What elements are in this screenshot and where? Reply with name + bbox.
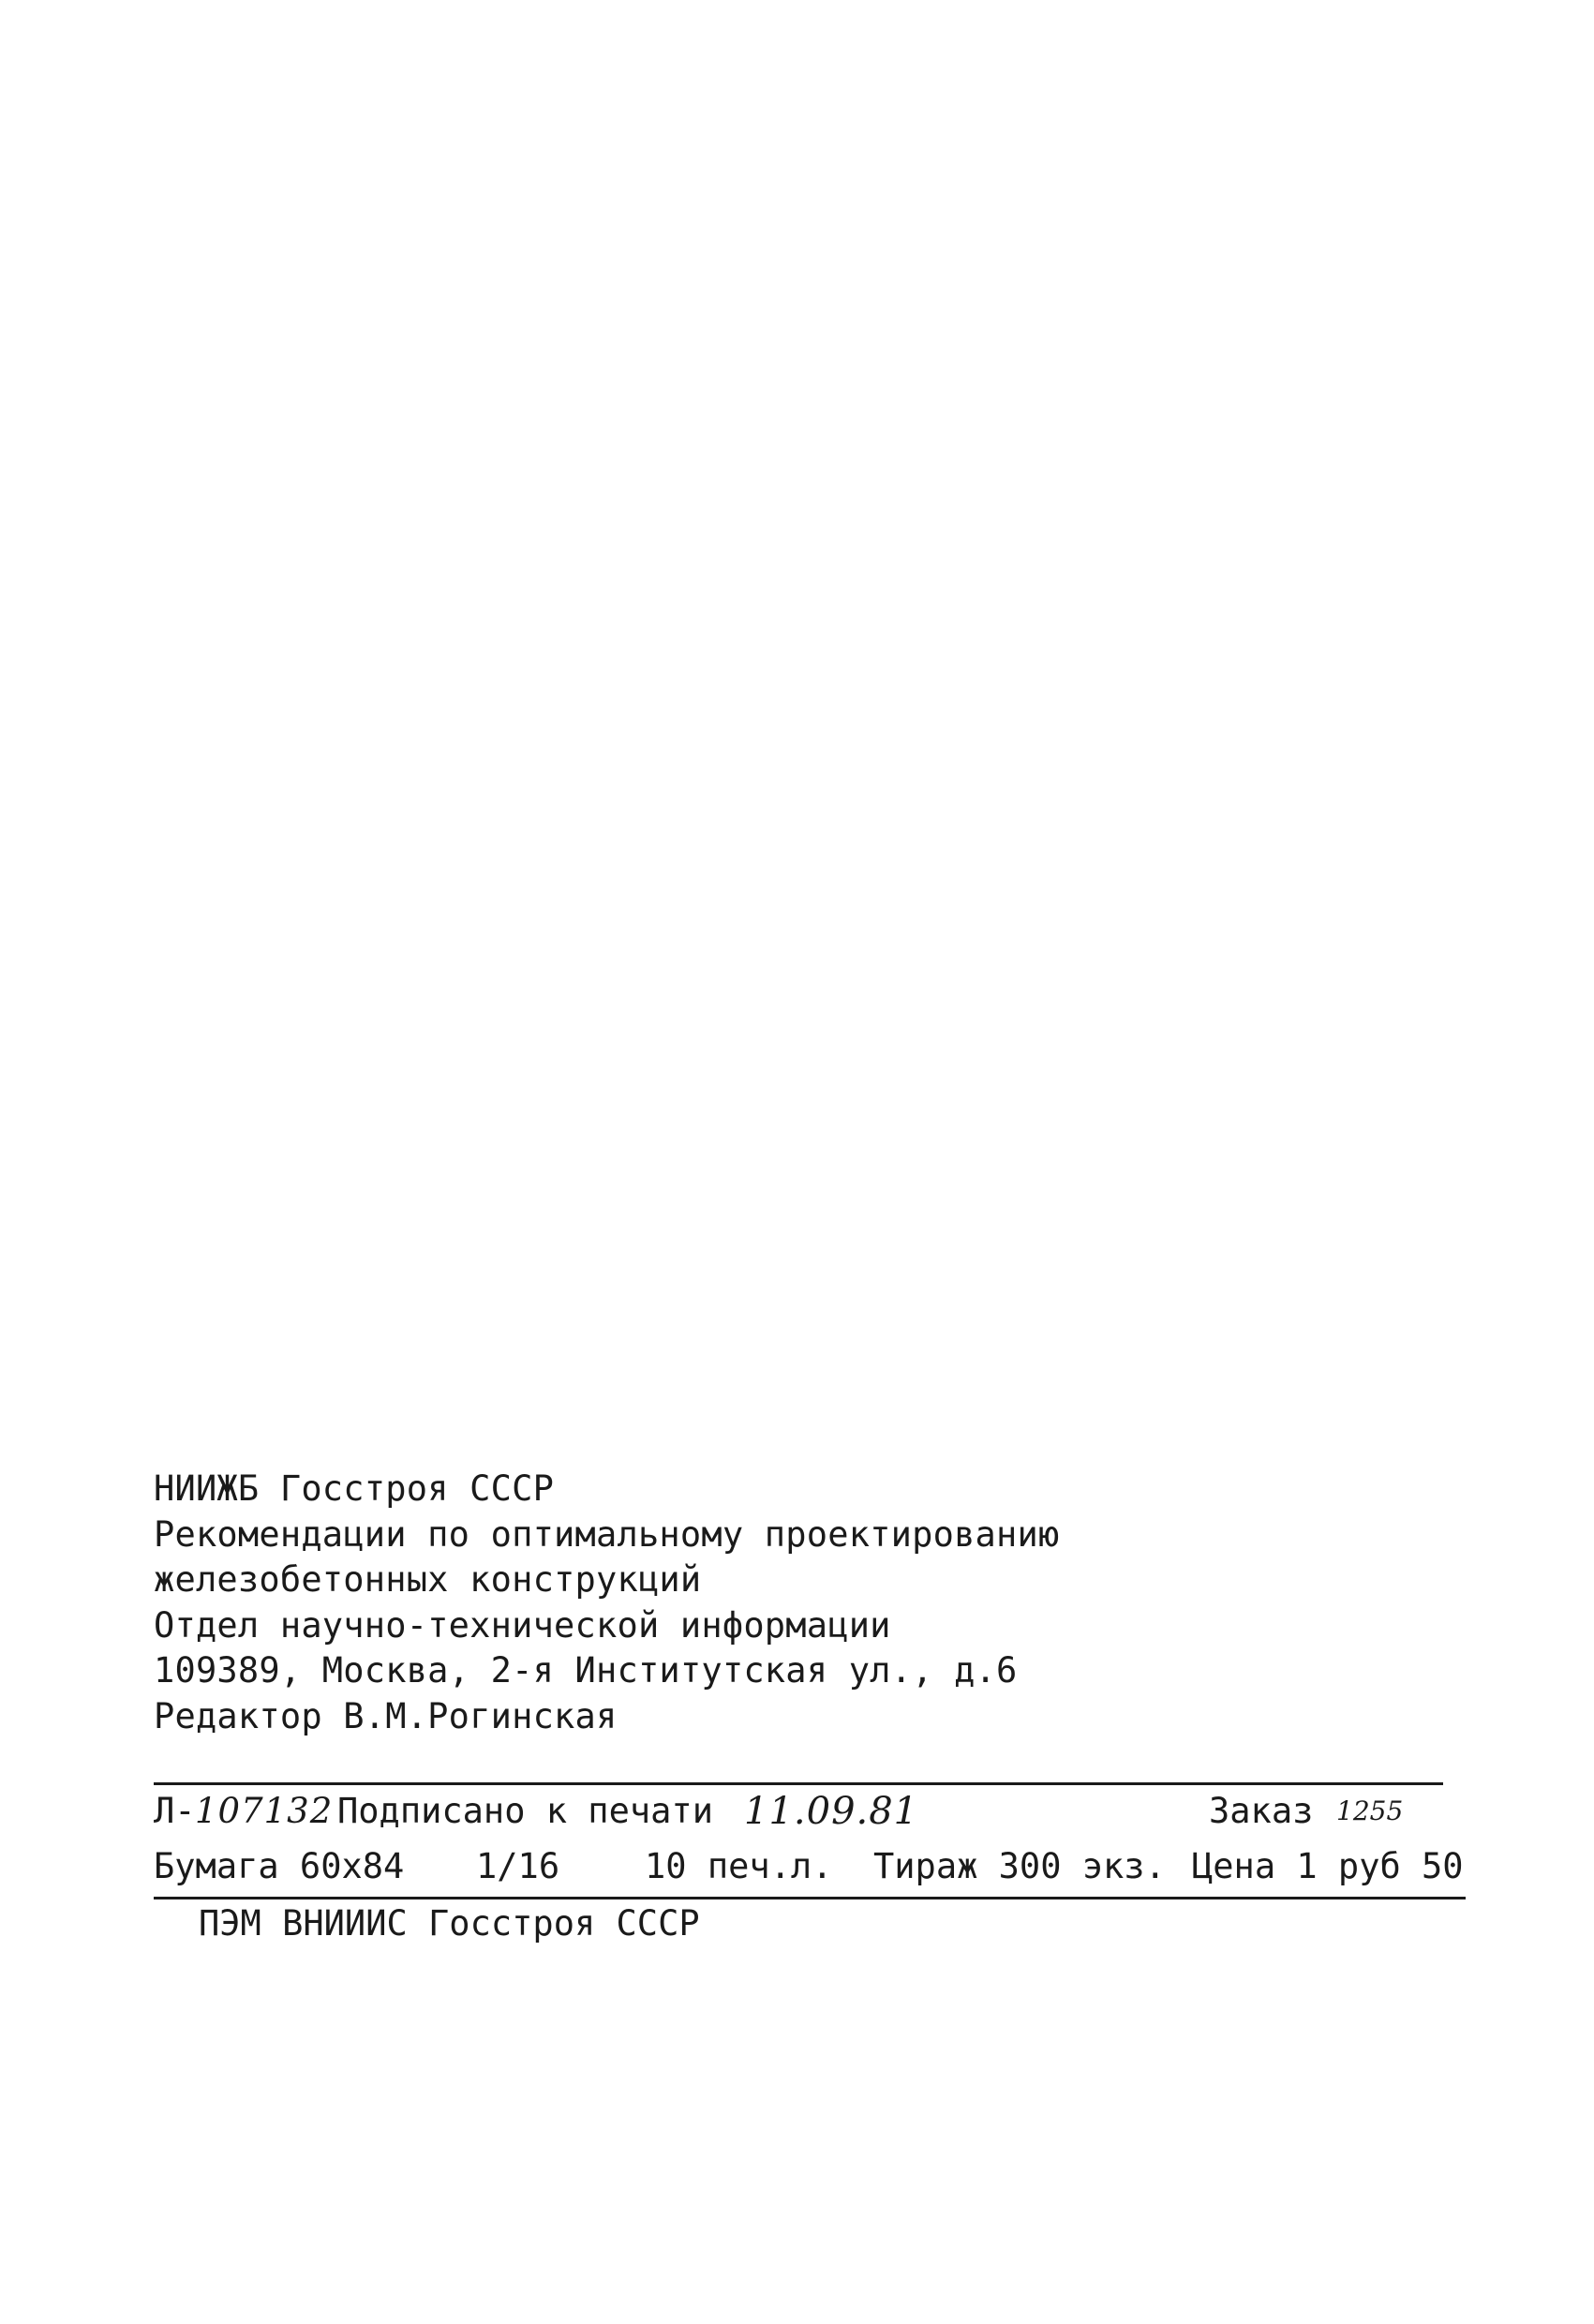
signed-date: 11.09.81 xyxy=(744,1790,919,1833)
price: Цена 1 руб 50 xyxy=(1192,1846,1464,1886)
license-prefix: Л- xyxy=(154,1791,196,1831)
editor-line: Редактор В.М.Рогинская xyxy=(154,1695,618,1736)
address-line: 109389, Москва, 2-я Институтская ул., д.6 xyxy=(154,1650,1018,1691)
department-line: Отдел научно-технической информации xyxy=(154,1604,891,1646)
signed-label: Подписано к печати xyxy=(337,1791,713,1831)
sheet-fraction: 1/16 xyxy=(476,1846,560,1886)
paper-row xyxy=(154,1843,1475,1890)
printed-sheets: 10 печ.л. xyxy=(645,1846,833,1886)
print-run: Тираж 300 экз. xyxy=(873,1846,1166,1886)
title-line-1: Рекомендации по оптимальному проектированию xyxy=(154,1513,1060,1555)
divider-top xyxy=(154,1782,1443,1785)
order-row xyxy=(154,1788,1447,1835)
title-line-2: железобетонных конструкций xyxy=(154,1559,702,1600)
imprint-block xyxy=(154,1467,1466,1739)
printer-line: ПЭМ ВНИИИС Госстроя СССР xyxy=(199,1903,700,1944)
paper-format: Бумага 60х84 xyxy=(154,1846,405,1886)
order-label: Заказ xyxy=(1209,1791,1314,1831)
order-number: 1255 xyxy=(1336,1795,1404,1826)
publisher-line: НИИЖБ Госстроя СССР xyxy=(154,1468,555,1509)
divider-bottom xyxy=(154,1897,1466,1899)
license-number: 107132 xyxy=(195,1791,334,1831)
